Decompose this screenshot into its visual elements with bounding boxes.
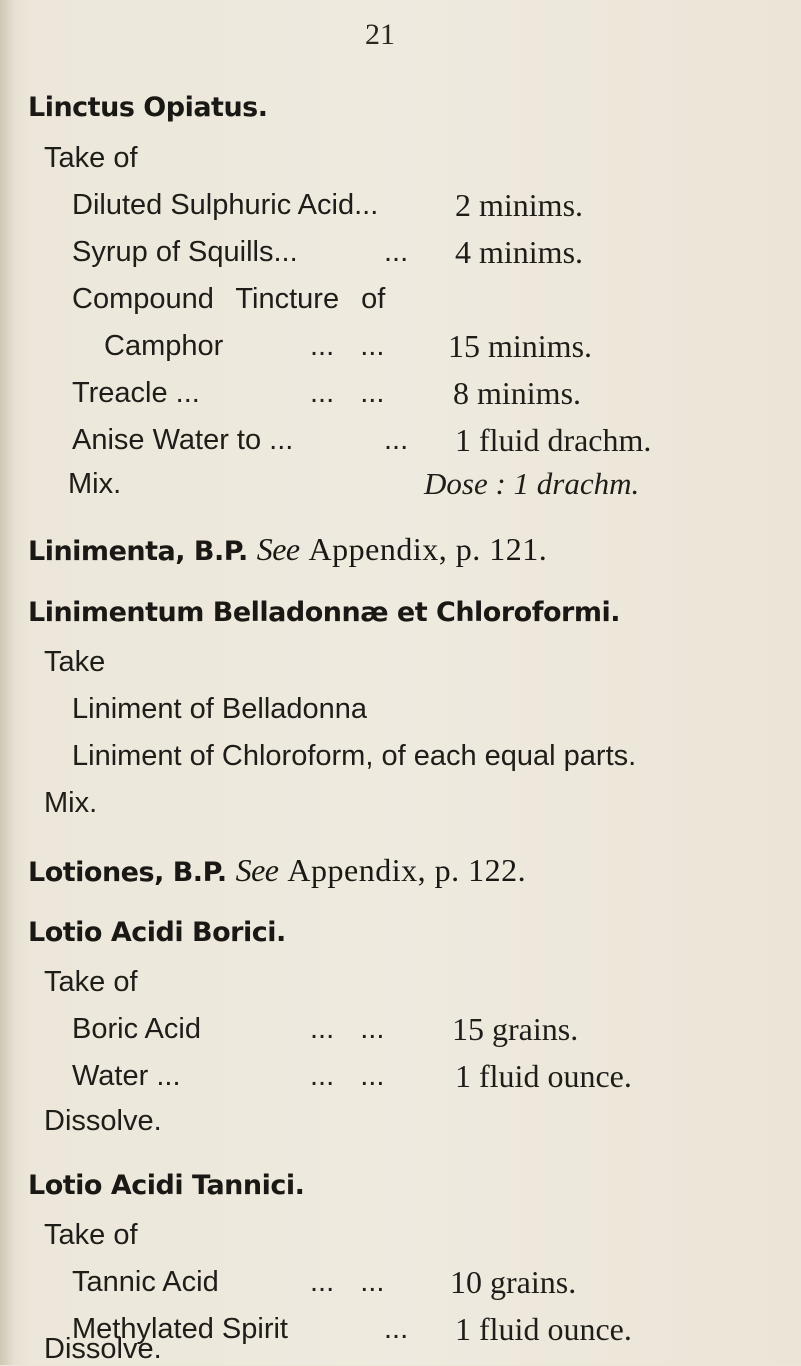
take-of-instruction: Take of	[44, 1219, 138, 1251]
ingredient-name: Compound Tincture of	[72, 283, 386, 315]
dissolve-instruction: Dissolve.	[44, 1105, 162, 1137]
ingredient-quantity: 1 fluid ounce.	[455, 1311, 632, 1347]
leader-dots: ... ...	[310, 1060, 385, 1092]
ingredient-name: Camphor	[104, 330, 224, 362]
take-of-instruction: Take of	[44, 966, 138, 998]
page-number: 21	[365, 18, 395, 51]
leader-dots: ...	[384, 1313, 409, 1345]
ingredient-name: Treacle ...	[72, 377, 200, 409]
heading-linimenta-title: Linimenta, B.P.	[28, 536, 248, 567]
see-label: See	[256, 531, 300, 567]
heading-lotio-acidi-borici: Lotio Acidi Borici.	[28, 917, 286, 948]
ingredient-quantity: 15 grains.	[452, 1011, 579, 1047]
see-label: See	[235, 852, 279, 888]
ingredient-name: Anise Water to ...	[72, 424, 294, 456]
ingredient-quantity: 2 minims.	[455, 187, 584, 223]
ingredient-quantity: 1 fluid ounce.	[455, 1058, 632, 1094]
ingredient-name: Water ...	[72, 1060, 181, 1092]
heading-lotiones	[28, 852, 526, 889]
ingredient-quantity: 4 minims.	[455, 234, 584, 270]
page-gutter	[0, 0, 14, 1365]
ingredient-name: Methylated Spirit	[72, 1313, 288, 1345]
ingredient-name: Boric Acid	[72, 1013, 201, 1045]
heading-linimentum-belladonnae: Linimentum Belladonnæ et Chloroformi.	[28, 597, 620, 628]
heading-lotiones-title: Lotiones, B.P.	[28, 857, 227, 888]
ingredient-quantity: 1 fluid drachm.	[455, 422, 652, 458]
leader-dots: ... ...	[310, 1266, 385, 1298]
appendix-reference: Appendix, p. 121.	[308, 531, 548, 567]
ingredient-quantity: 8 minims.	[453, 375, 582, 411]
ingredient-name: Tannic Acid	[72, 1266, 219, 1298]
leader-dots: ...	[384, 236, 409, 268]
mix-instruction: Mix.	[68, 468, 122, 500]
heading-linimenta	[28, 531, 547, 568]
heading-lotio-acidi-tannici: Lotio Acidi Tannici.	[28, 1170, 305, 1201]
ingredient-quantity: 10 grains.	[450, 1264, 577, 1300]
take-instruction: Take	[44, 646, 106, 678]
leader-dots: ... ...	[310, 377, 385, 409]
heading-linctus-opiatus: Linctus Opiatus.	[28, 92, 268, 123]
appendix-reference: Appendix, p. 122.	[287, 852, 527, 888]
ingredient-name: Syrup of Squills...	[72, 236, 298, 268]
take-of-linctus: Take of	[44, 142, 138, 174]
leader-dots: ... ...	[310, 1013, 385, 1045]
ingredient-line: Liniment of Chloroform, of each equal parts.	[72, 740, 637, 772]
ingredient-name: Diluted Sulphuric Acid...	[72, 189, 379, 221]
leader-dots: ...	[384, 424, 409, 456]
mix-instruction: Mix.	[44, 787, 98, 819]
dissolve-instruction: Dissolve.	[44, 1333, 162, 1365]
ingredient-line: Liniment of Belladonna	[72, 693, 368, 725]
leader-dots: ... ...	[310, 330, 385, 362]
ingredient-quantity: 15 minims.	[448, 328, 593, 364]
dose-note: Dose : 1 drachm.	[424, 466, 640, 501]
